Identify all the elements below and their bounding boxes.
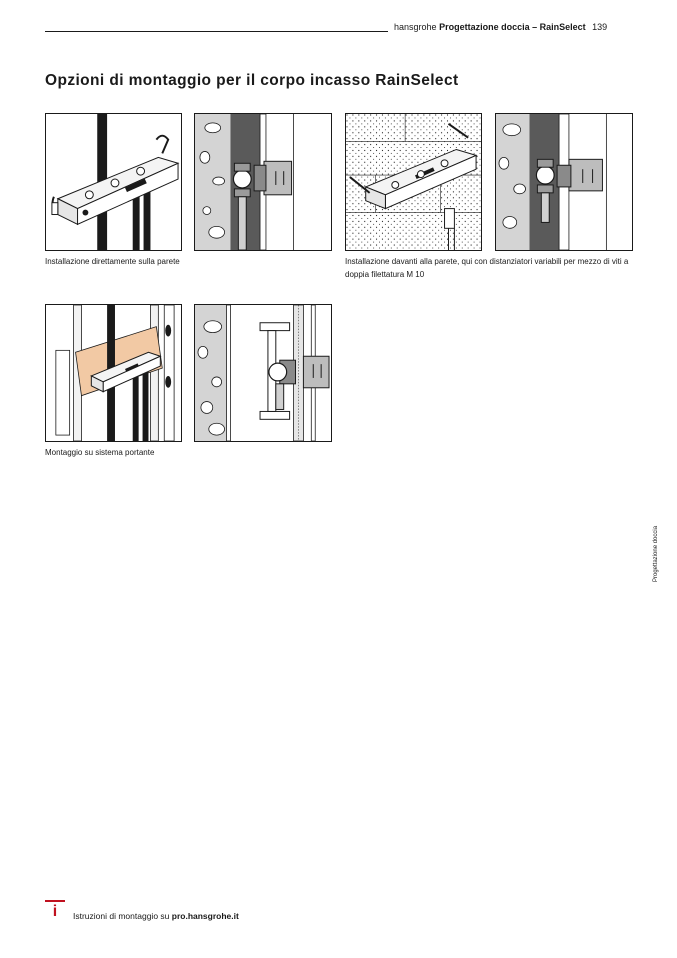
side-section-label: Progettazione doccia (653, 525, 659, 582)
info-icon (45, 900, 65, 922)
header-rule (45, 31, 388, 32)
figure-wall-direct-3d (45, 113, 182, 251)
figure-wall-direct-3d-drawing (46, 114, 181, 250)
figure-wall-front-section (495, 113, 633, 251)
caption-wall-front: Installazione davanti alla parete, qui con distanziatori variabili per mezzo di viti a doppia filettatura M 10 (345, 257, 629, 279)
info-icon-bar (45, 900, 65, 902)
figure-wall-front-section-drawing (496, 114, 632, 250)
figure-frame-system-section-drawing (195, 305, 331, 441)
header-brand: hansgrohe (394, 22, 437, 32)
page-title: Opzioni di montaggio per il corpo incasso RainSelect (45, 72, 459, 89)
caption-wall-direct: Installazione direttamente sulla parete (45, 257, 180, 266)
figure-frame-system-3d (45, 304, 182, 442)
figure-frame-system-section (194, 304, 332, 442)
figure-wall-direct-section-drawing (195, 114, 331, 250)
figure-wall-direct-section (194, 113, 332, 251)
footer-link[interactable]: pro.hansgrohe.it (171, 911, 239, 921)
page-number: 139 (592, 22, 608, 32)
footer-text: Istruzioni di montaggio su (73, 911, 170, 921)
figure-frame-system-3d-drawing (46, 305, 181, 441)
info-icon-glyph: i (52, 903, 58, 920)
figure-wall-front-3d-drawing (346, 114, 481, 250)
running-header (394, 22, 607, 32)
header-section: Progettazione doccia – RainSelect (439, 22, 586, 32)
footer-note (73, 911, 239, 921)
caption-frame-system: Montaggio su sistema portante (45, 448, 155, 457)
figure-wall-front-3d (345, 113, 482, 251)
